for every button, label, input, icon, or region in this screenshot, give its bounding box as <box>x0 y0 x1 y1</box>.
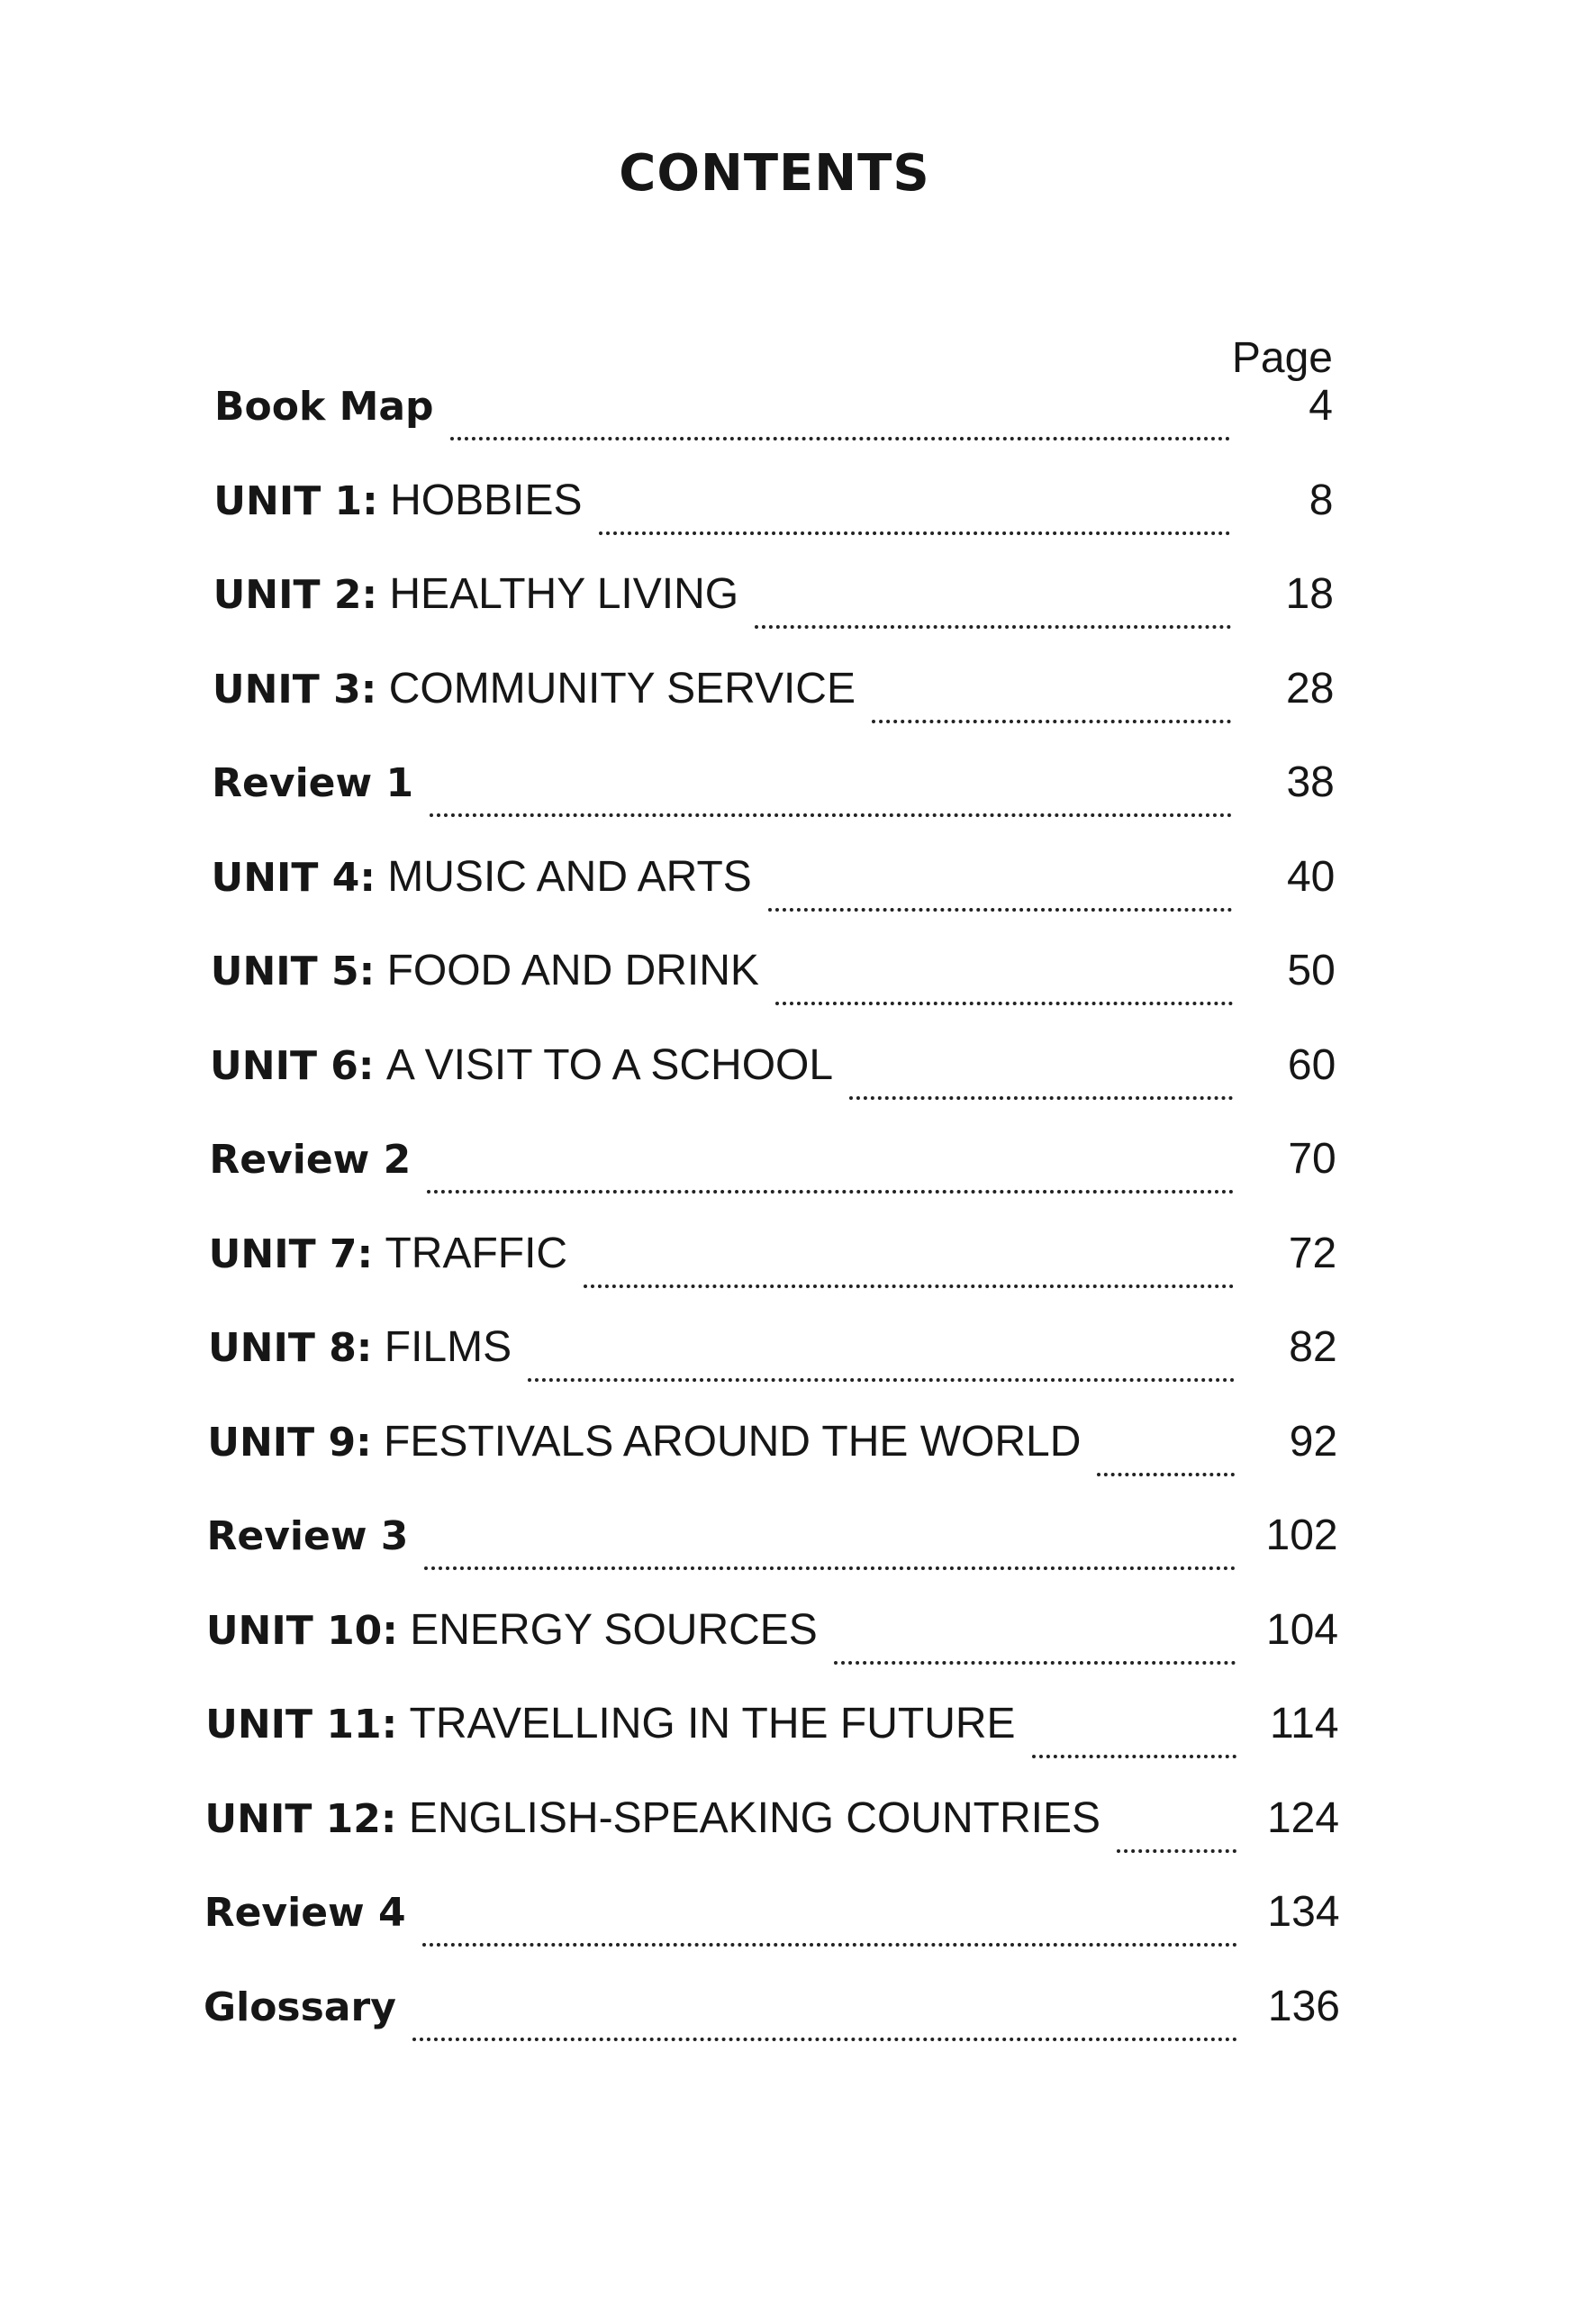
entry-prefix: UNIT 8: <box>207 1325 373 1371</box>
entry-title: FESTIVALS AROUND THE WORLD <box>384 1417 1082 1466</box>
entry-prefix: Review 1 <box>212 760 414 806</box>
entry-label <box>214 381 434 431</box>
contents-entry[interactable] <box>213 664 1335 736</box>
dot-leader <box>584 1284 1234 1288</box>
entry-page-number: 92 <box>1289 1417 1338 1466</box>
entry-title: ENGLISH-SPEAKING COUNTRIES <box>408 1793 1100 1842</box>
entry-label <box>213 476 582 525</box>
dot-leader <box>430 812 1232 817</box>
entry-prefix: UNIT 6: <box>210 1042 375 1089</box>
entry-title: HOBBIES <box>390 476 583 524</box>
dot-leader <box>775 1001 1233 1005</box>
contents-entry[interactable] <box>211 946 1336 1018</box>
entry-page-number: 4 <box>1309 382 1333 430</box>
entry-page-number: 124 <box>1266 1793 1340 1842</box>
entry-page-number: 82 <box>1289 1323 1337 1371</box>
contents-entry[interactable] <box>209 1229 1337 1301</box>
contents-entry[interactable] <box>204 1982 1340 2054</box>
entry-page-number: 8 <box>1309 476 1334 524</box>
entry-label <box>207 1511 409 1560</box>
entry-page-number: 104 <box>1266 1605 1339 1654</box>
entry-label <box>208 1322 512 1372</box>
entry-page-number: 40 <box>1286 852 1336 901</box>
entry-label <box>212 758 413 807</box>
dot-leader <box>768 907 1233 912</box>
dot-leader <box>1032 1754 1236 1758</box>
contents-entry[interactable] <box>214 381 1333 453</box>
dot-leader <box>599 531 1231 535</box>
entry-title: FOOD AND DRINK <box>386 947 759 994</box>
entry-label <box>204 1982 396 2031</box>
entry-page-number: 134 <box>1267 1888 1340 1936</box>
entry-title: COMMUNITY SERVICE <box>388 664 856 713</box>
entry-page-number: 50 <box>1287 947 1336 994</box>
dot-leader <box>412 2037 1237 2041</box>
dot-leader <box>450 436 1230 440</box>
entry-page-number: 70 <box>1288 1135 1336 1183</box>
contents-entry[interactable] <box>210 1040 1336 1112</box>
contents-entry[interactable] <box>213 569 1334 641</box>
entry-label <box>213 569 739 619</box>
entry-prefix: Review 4 <box>204 1890 406 1936</box>
entry-prefix: Book Map <box>214 384 434 430</box>
dot-leader <box>849 1095 1233 1100</box>
contents-entry[interactable] <box>206 1605 1338 1677</box>
contents-entry[interactable] <box>207 1511 1338 1583</box>
dot-leader <box>1097 1472 1235 1476</box>
entry-title: FILMS <box>384 1323 512 1371</box>
dot-leader <box>422 1942 1237 1947</box>
entry-label <box>211 852 751 902</box>
contents-entry[interactable] <box>211 852 1335 924</box>
entry-prefix: UNIT 2: <box>213 572 378 618</box>
entry-prefix: UNIT 1: <box>213 477 378 524</box>
entry-label <box>209 1134 411 1184</box>
entry-prefix: Review 3 <box>206 1513 409 1559</box>
entry-page-number: 60 <box>1287 1040 1336 1089</box>
entry-prefix: Review 2 <box>209 1137 412 1183</box>
dot-leader <box>427 1189 1233 1194</box>
page-column-header: Page <box>1231 334 1333 382</box>
contents-entry[interactable] <box>205 1699 1338 1771</box>
entry-title: TRAFFIC <box>385 1229 568 1277</box>
entry-prefix: Glossary <box>204 1984 396 2030</box>
entry-prefix: UNIT 7: <box>208 1230 374 1277</box>
dot-leader <box>528 1377 1235 1382</box>
entry-label <box>206 1605 818 1655</box>
contents-entry[interactable] <box>208 1322 1337 1394</box>
entry-title: MUSIC AND ARTS <box>387 852 752 901</box>
contents-entry[interactable] <box>204 1887 1340 1959</box>
page-title: CONTENTS <box>619 144 930 203</box>
entry-label <box>207 1417 1081 1466</box>
entry-prefix: UNIT 12: <box>204 1795 397 1842</box>
contents-entry[interactable] <box>212 758 1335 830</box>
entry-label <box>204 1887 406 1937</box>
entry-label <box>211 946 759 995</box>
dot-leader <box>1117 1848 1236 1853</box>
entry-page-number: 18 <box>1285 570 1334 618</box>
contents-list <box>0 381 1585 2093</box>
entry-title: ENERGY SOURCES <box>410 1605 818 1654</box>
entry-title: TRAVELLING IN THE FUTURE <box>409 1700 1016 1748</box>
dot-leader <box>424 1566 1235 1570</box>
entry-page-number: 136 <box>1267 1982 1340 2030</box>
entry-title: HEALTHY LIVING <box>389 570 739 618</box>
entry-prefix: UNIT 9: <box>207 1419 372 1466</box>
dot-leader <box>834 1660 1236 1665</box>
entry-label <box>213 664 856 713</box>
dot-leader <box>755 624 1231 629</box>
entry-page-number: 38 <box>1286 758 1335 806</box>
entry-page-number: 102 <box>1265 1512 1338 1559</box>
entry-label <box>204 1793 1100 1843</box>
contents-entry[interactable] <box>209 1134 1336 1206</box>
entry-page-number: 72 <box>1288 1229 1337 1277</box>
entry-prefix: UNIT 10: <box>205 1607 398 1654</box>
entry-label <box>205 1699 1015 1748</box>
entry-title: A VISIT TO A SCHOOL <box>385 1040 834 1089</box>
entry-page-number: 28 <box>1286 664 1335 713</box>
entry-prefix: UNIT 3: <box>212 666 377 713</box>
contents-entry[interactable] <box>213 476 1333 548</box>
contents-entry[interactable] <box>204 1793 1339 1866</box>
contents-entry[interactable] <box>207 1417 1337 1489</box>
entry-label <box>209 1229 567 1278</box>
entry-page-number: 114 <box>1270 1700 1339 1748</box>
entry-prefix: UNIT 4: <box>211 854 376 901</box>
entry-label <box>210 1040 833 1090</box>
dot-leader <box>872 719 1231 723</box>
entry-prefix: UNIT 11: <box>205 1702 398 1748</box>
entry-prefix: UNIT 5: <box>210 949 376 994</box>
